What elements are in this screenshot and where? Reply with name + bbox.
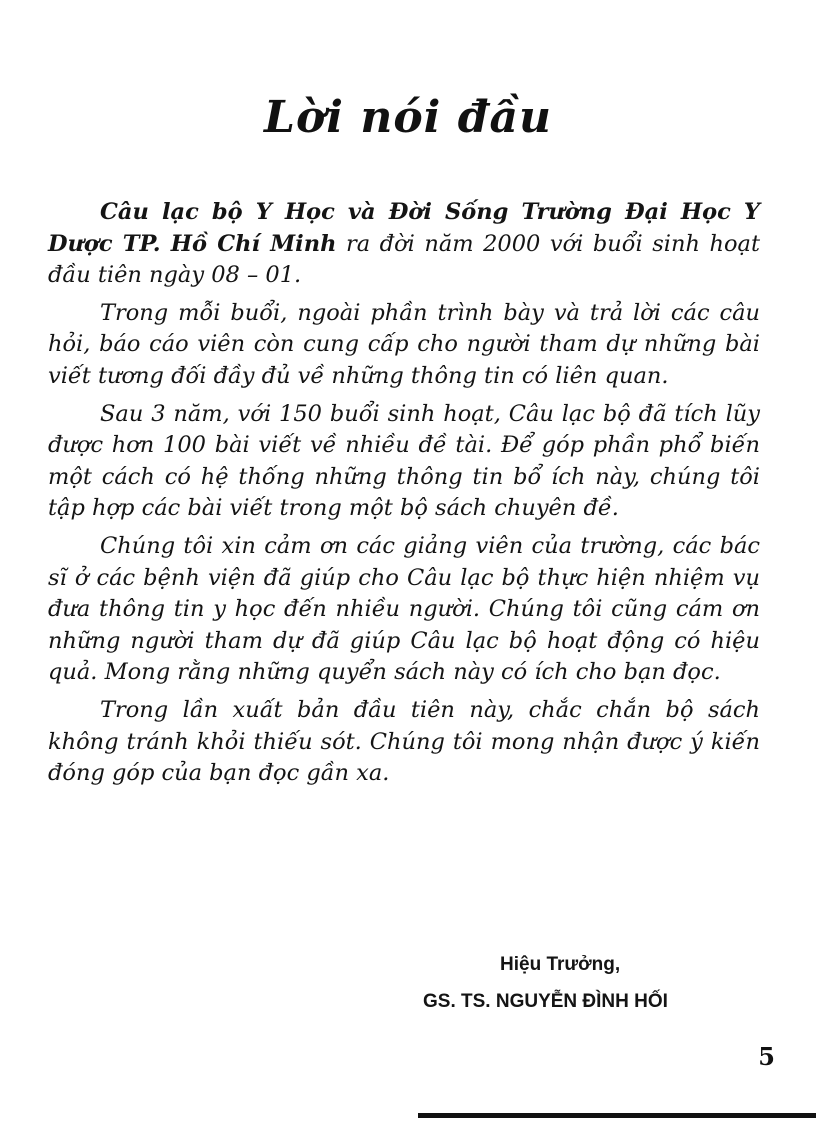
club-name: Câu lạc bộ Y Học và Đời Sống Trường Đại Học Y Dược TP. Hồ Chí Minh [48, 199, 760, 257]
paragraph-3: Sau 3 năm, với 150 buổi sinh hoạt, Câu lạc bộ đã tích lũy được hơn 100 bài viết về nhiều đề tài. Để góp phần phổ biến một cách có hệ thống những thông tin bổ ích này, chúng tôi tập hợp các bài viết trong một bộ sách chuyên đề. [48, 400, 760, 522]
paragraph-2: Trong mỗi buổi, ngoài phần trình bày và trả lời các câu hỏi, báo cáo viên còn cung cấp cho người tham dự những bài viết tương đối đầy đủ về những thông tin có liên quan. [48, 299, 760, 389]
paragraph-4: Chúng tôi xin cảm ơn các giảng viên của trường, các bác sĩ ở các bệnh viện đã giúp cho Câu lạc bộ thực hiện nhiệm vụ đưa thông tin y học đến nhiều người. Chúng tôi cũng cám ơn những người tham dự đã giúp Câu lạc bộ hoạt động có hiệu quả. Mong rằng những quyển sách này có ích cho bạn đọc. [48, 532, 760, 686]
signature-role: Hiệu Trưởng, [500, 954, 621, 975]
preface-body [48, 197, 760, 790]
signature-name: GS. TS. NGUYỄN ĐÌNH HỐI [423, 991, 668, 1012]
page-number: 5 [758, 1042, 775, 1071]
paragraph-1 [48, 197, 760, 292]
footer-rule [418, 1113, 816, 1118]
paragraph-5: Trong lần xuất bản đầu tiên này, chắc chắn bộ sách không tránh khỏi thiếu sót. Chúng tôi mong nhận được ý kiến đóng góp của bạn đọc gần xa. [48, 696, 760, 787]
paragraph-1-rest: ra đời năm 2000 với buổi sinh hoạt đầu tiên ngày 08 – 01. [48, 230, 760, 289]
page-title: Lời nói đầu [264, 92, 552, 143]
